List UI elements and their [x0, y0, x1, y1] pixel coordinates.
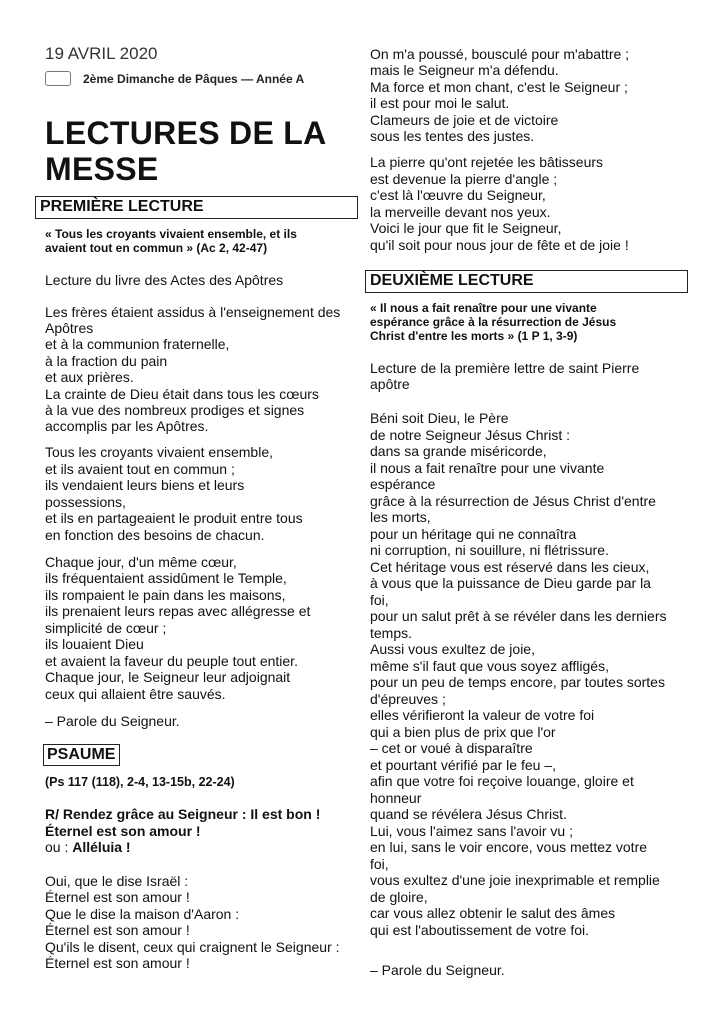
- text-line: afin que votre foi reçoive louange, gloire et: [370, 773, 634, 789]
- deuxieme-quote-1: « Il nous a fait renaître pour une vivante: [370, 301, 597, 315]
- text-line: il nous a fait renaître pour une vivante: [370, 460, 605, 476]
- text-line: foi,: [370, 592, 389, 608]
- text-line: Cet héritage vous est réservé dans les cieux,: [370, 559, 650, 575]
- text-line: est devenue la pierre d'angle ;: [370, 171, 558, 187]
- subtitle-row: [45, 71, 304, 86]
- premiere-quote-1: « Tous les croyants vivaient ensemble, et ils: [45, 227, 297, 241]
- deuxieme-intro-2: apôtre: [370, 376, 410, 392]
- text-line: temps.: [370, 625, 413, 641]
- text-line: Éternel est son amour !: [45, 955, 190, 971]
- premiere-quote-2: avaient tout en commun » (Ac 2, 42-47): [45, 241, 268, 255]
- section-heading-deuxieme: DEUXIÈME LECTURE: [365, 270, 688, 293]
- text-line: qui a bien plus de prix que l'or: [370, 724, 556, 740]
- text-line: ils prenaient leurs repas avec allégresse et: [45, 603, 311, 619]
- text-line: il est pour moi le salut.: [370, 95, 510, 111]
- text-line: vous exultez d'une joie inexprimable et remplie: [370, 872, 660, 888]
- text-line: à la vue des nombreux prodiges et signes: [45, 402, 305, 418]
- text-line: et ils en partageaient le produit entre tous: [45, 510, 303, 526]
- refrain-alleluia: Alléluia !: [72, 839, 131, 855]
- text-line: honneur: [370, 790, 422, 806]
- page-title-line1: LECTURES DE LA: [45, 115, 327, 151]
- text-line: elles vérifieront la valeur de votre foi: [370, 707, 595, 723]
- text-line: Aussi vous exultez de joie,: [370, 641, 535, 657]
- text-line: pour un héritage qui ne connaîtra: [370, 526, 577, 542]
- text-line: en fonction des besoins de chacun.: [45, 527, 265, 543]
- subtitle: 2ème Dimanche de Pâques — Année A: [83, 71, 305, 86]
- text-line: Apôtres: [45, 320, 94, 336]
- premiere-intro: Lecture du livre des Actes des Apôtres: [45, 272, 284, 288]
- text-line: Clameurs de joie et de victoire: [370, 112, 559, 128]
- text-line: possessions,: [45, 494, 126, 510]
- text-line: de notre Seigneur Jésus Christ :: [370, 427, 570, 443]
- text-line: et ils avaient tout en commun ;: [45, 461, 235, 477]
- text-line: dans sa grande miséricorde,: [370, 443, 547, 459]
- text-line: et avaient la faveur du peuple tout entier.: [45, 653, 298, 669]
- deuxieme-quote-2: espérance grâce à la résurrection de Jésus: [370, 315, 617, 329]
- section-heading-psaume: PSAUME: [43, 744, 120, 766]
- text-line: On m'a poussé, bousculé pour m'abattre ;: [370, 46, 630, 62]
- date: 19 AVRIL 2020: [45, 44, 158, 63]
- text-line: car vous allez obtenir le salut des âmes: [370, 905, 616, 921]
- text-line: Que le dise la maison d'Aaron :: [45, 906, 240, 922]
- psaume-reference: (Ps 117 (118), 2-4, 13-15b, 22-24): [45, 775, 235, 789]
- text-line: Éternel est son amour !: [45, 889, 190, 905]
- refrain-line-3: [45, 839, 131, 856]
- text-line: – cet or voué à disparaître: [370, 740, 533, 756]
- text-line: pour un salut prêt à se révéler dans les derniers: [370, 608, 667, 624]
- text-line: – Parole du Seigneur.: [370, 962, 505, 978]
- page-title-line2: MESSE: [45, 151, 159, 187]
- deuxieme-intro-1: Lecture de la première lettre de saint Pierre: [370, 360, 640, 376]
- text-line: même s'il faut que vous soyez affligés,: [370, 658, 609, 674]
- text-line: la merveille devant nos yeux.: [370, 204, 551, 220]
- text-line: d'épreuves ;: [370, 691, 446, 707]
- text-line: sous les tentes des justes.: [370, 128, 535, 144]
- text-line: ils louaient Dieu: [45, 636, 144, 652]
- text-line: pour un peu de temps encore, par toutes sortes: [370, 674, 665, 690]
- text-line: et à la communion fraternelle,: [45, 336, 230, 352]
- text-line: qui est l'aboutissement de votre foi.: [370, 922, 590, 938]
- text-line: simplicité de cœur ;: [45, 620, 167, 636]
- text-line: – Parole du Seigneur.: [45, 713, 180, 729]
- text-line: et pourtant vérifié par le feu –,: [370, 757, 556, 773]
- refrain-prefix: ou :: [45, 839, 73, 855]
- text-line: La crainte de Dieu était dans tous les cœurs: [45, 386, 319, 402]
- text-line: Béni soit Dieu, le Père: [370, 410, 509, 426]
- text-line: et aux prières.: [45, 369, 134, 385]
- text-line: accomplis par les Apôtres.: [45, 418, 209, 434]
- text-line: Chaque jour, le Seigneur leur adjoignait: [45, 669, 291, 685]
- text-line: Les frères étaient assidus à l'enseignement des: [45, 304, 341, 320]
- text-line: c'est là l'œuvre du Seigneur,: [370, 187, 546, 203]
- text-line: La pierre qu'ont rejetée les bâtisseurs: [370, 154, 604, 170]
- text-line: Éternel est son amour !: [45, 922, 190, 938]
- text-line: espérance: [370, 476, 436, 492]
- section-heading-premiere: PREMIÈRE LECTURE: [35, 196, 358, 219]
- text-line: en lui, sans le voir encore, vous mettez votre: [370, 839, 648, 855]
- text-line: ils vendaient leurs biens et leurs: [45, 477, 245, 493]
- text-line: Voici le jour que fit le Seigneur,: [370, 220, 562, 236]
- text-line: foi,: [370, 856, 389, 872]
- text-line: mais le Seigneur m'a défendu.: [370, 62, 559, 78]
- text-line: quand se révélera Jésus Christ.: [370, 806, 567, 822]
- text-line: Chaque jour, d'un même cœur,: [45, 554, 237, 570]
- refrain-line-1: R/ Rendez grâce au Seigneur : Il est bon !: [45, 806, 321, 822]
- page-title: [45, 115, 327, 187]
- text-line: à vous que la puissance de Dieu garde par la: [370, 575, 651, 591]
- text-line: ceux qui allaient être sauvés.: [45, 686, 226, 702]
- text-line: qu'il soit pour nous jour de fête et de joie !: [370, 237, 629, 253]
- text-line: ils rompaient le pain dans les maisons,: [45, 587, 286, 603]
- text-line: ils fréquentaient assidûment le Temple,: [45, 570, 287, 586]
- deuxieme-quote-3: Christ d'entre les morts » (1 P 1, 3-9): [370, 329, 578, 343]
- text-line: Oui, que le dise Israël :: [45, 873, 189, 889]
- text-line: Tous les croyants vivaient ensemble,: [45, 444, 273, 460]
- text-line: grâce à la résurrection de Jésus Christ d'entre: [370, 493, 656, 509]
- refrain-line-2: Éternel est son amour !: [45, 823, 201, 839]
- text-line: Qu'ils le disent, ceux qui craignent le Seigneur :: [45, 939, 340, 955]
- text-line: de gloire,: [370, 889, 428, 905]
- text-line: les morts,: [370, 509, 431, 525]
- text-line: à la fraction du pain: [45, 353, 168, 369]
- text-line: ni corruption, ni souillure, ni flétrissure.: [370, 542, 609, 558]
- badge-box: [45, 71, 71, 86]
- text-line: Ma force et mon chant, c'est le Seigneur ;: [370, 79, 628, 95]
- text-line: Lui, vous l'aimez sans l'avoir vu ;: [370, 823, 573, 839]
